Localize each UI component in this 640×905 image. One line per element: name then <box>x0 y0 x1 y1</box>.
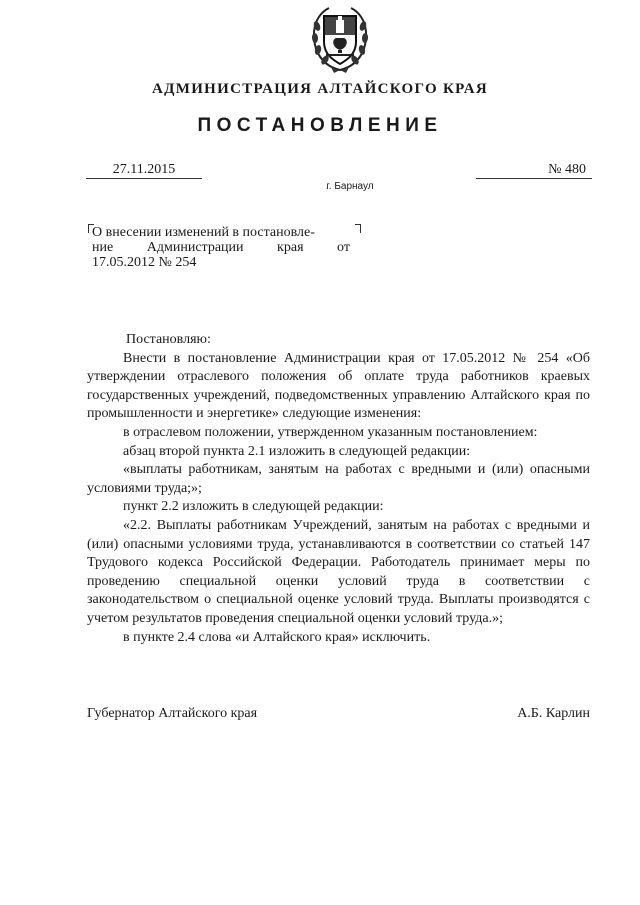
subject-line-1: О внесении изменений в постановле- <box>92 225 315 240</box>
body-paragraph: абзац второй пункта 2.1 изложить в следующей редакции: <box>123 443 471 459</box>
body-paragraph: «2.2. Выплаты работникам Учреждений, занятым на работах с вредными и (или) опасными условиями труда, устанавливаются в соответствии со статьей 147 Трудового кодекса Российской Федерации. Работодатель принимает меры по проведению специальной оценки условий труда в соответствии с законодательством о специальной оценке условий труда. Выплаты производятся с учетом результатов проведения специальной оценки условий труда.»; <box>87 517 590 626</box>
body-paragraph: в пункте 2.4 слова «и Алтайского края» исключить. <box>123 629 431 645</box>
organization-name: АДМИНИСТРАЦИЯ АЛТАЙСКОГО КРАЯ <box>152 81 488 97</box>
document-type-title: ПОСТАНОВЛЕНИЕ <box>197 115 443 136</box>
document-number: № 480 <box>476 162 592 179</box>
coat-of-arms-icon <box>309 4 371 74</box>
subject-line-2: ние Администрации края от <box>92 240 350 255</box>
body-paragraph: «выплаты работникам, занятым на работах с вредными и (или) опасными условиями труда;»; <box>87 462 590 496</box>
subject-bracket-right <box>355 224 361 233</box>
signatory-name: А.Б. Карлин <box>517 706 590 721</box>
signatory-position: Губернатор Алтайского края <box>87 706 258 721</box>
body-paragraph: в отраслевом положении, утвержденном указанным постановлением: <box>123 424 538 440</box>
document-date: 27.11.2015 <box>86 162 202 179</box>
subject-line-3: 17.05.2012 № 254 <box>92 255 197 270</box>
body-heading: Постановляю: <box>126 332 211 347</box>
body-paragraph: Внести в постановление Администрации края от 17.05.2012 № 254 «Об утверждении отраслевого положения об оплате труда работников краевых государственных учреждений, подведомственных управлению Алтайского края по промышленности и энергетике» следующие изменения: <box>87 350 590 422</box>
body-paragraph: пункт 2.2 изложить в следующей редакции: <box>123 499 384 515</box>
document-subject <box>92 225 350 270</box>
document-body <box>87 331 590 647</box>
document-city: г. Барнаул <box>326 181 374 192</box>
